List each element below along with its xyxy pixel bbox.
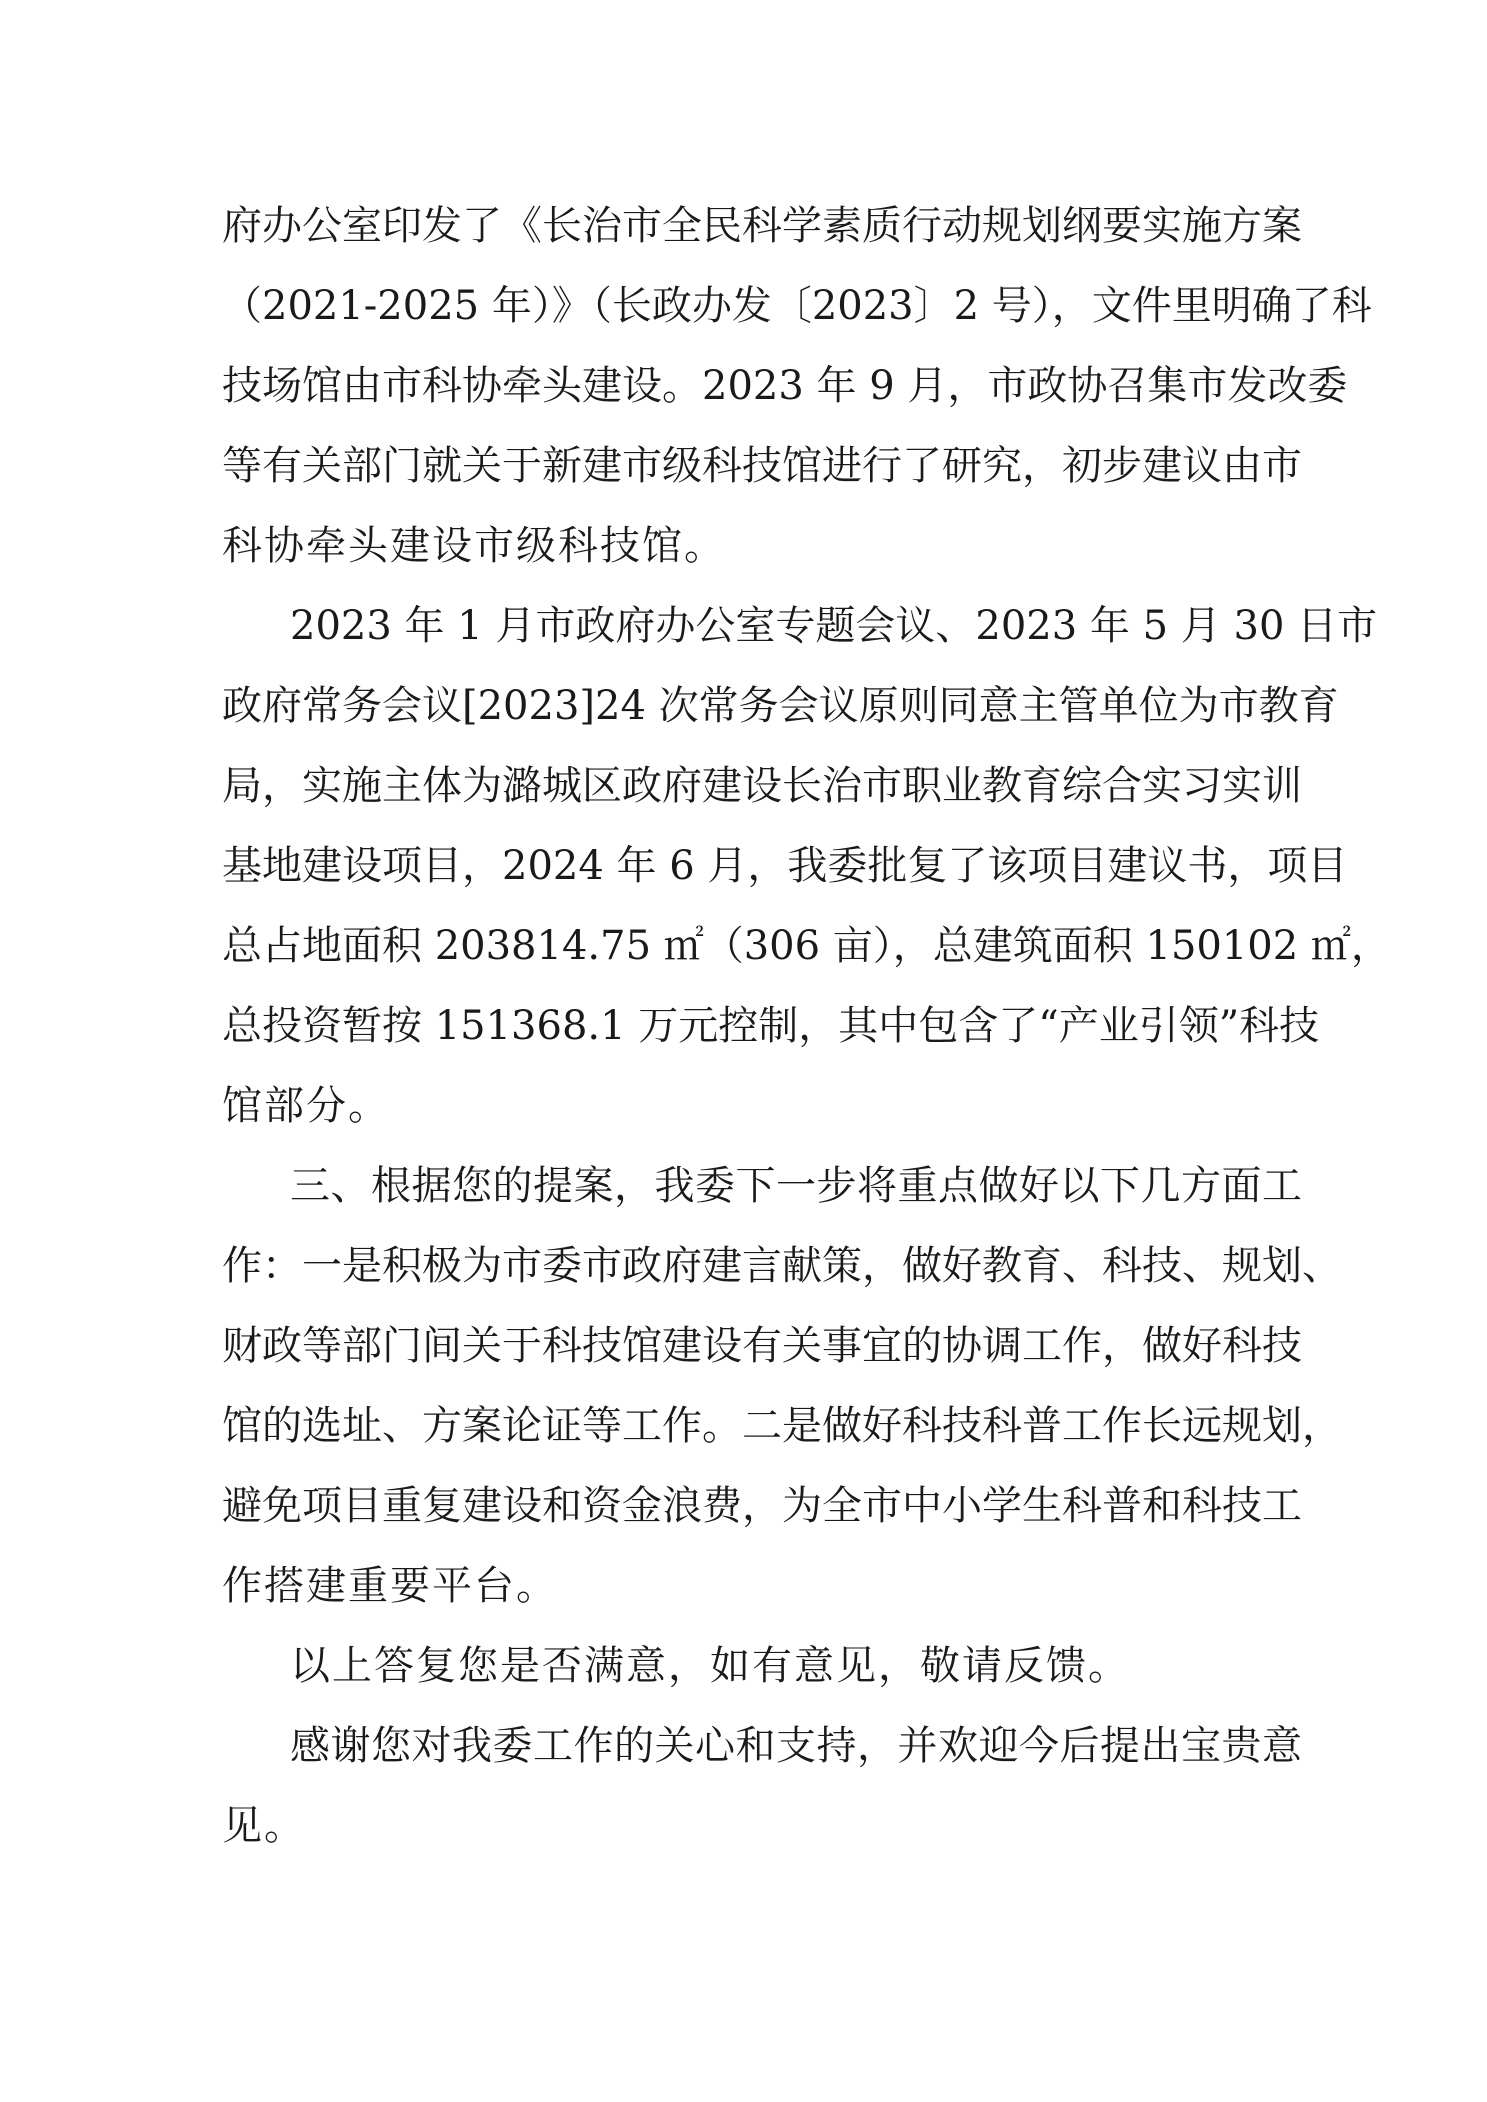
body-text-line: 局，实施主体为潞城区政府建设长治市职业教育综合实习实训 [222,763,1302,809]
body-text-line: 以上答复您是否满意，如有意见，敬请反馈。 [290,1643,1130,1689]
body-text-line: 馆的选址、方案论证等工作。二是做好科技科普工作长远规划， [222,1403,1342,1449]
body-text-line: （2021-2025 年）》（长政办发〔2023〕2 号），文件里明确了科 [222,283,1372,329]
body-text-line: 府办公室印发了《长治市全民科学素质行动规划纲要实施方案 [222,203,1302,249]
body-text-line: 感谢您对我委工作的关心和支持，并欢迎今后提出宝贵意 [290,1723,1302,1769]
body-text-line: 政府常务会议[2023]24 次常务会议原则同意主管单位为市教育 [222,683,1339,729]
body-text-line: 总占地面积 203814.75 ㎡（306 亩），总建筑面积 150102 ㎡， [222,923,1391,969]
body-text-line: 总投资暂按 151368.1 万元控制，其中包含了“产业引领”科技 [222,1003,1320,1049]
body-text-line: 作搭建重要平台。 [222,1563,558,1609]
body-text-line: 见。 [222,1803,306,1849]
body-text-line: 2023 年 1 月市政府办公室专题会议、2023 年 5 月 30 日市 [290,603,1378,649]
body-text-line: 等有关部门就关于新建市级科技馆进行了研究，初步建议由市 [222,443,1302,489]
body-text-line: 财政等部门间关于科技馆建设有关事宜的协调工作，做好科技 [222,1323,1302,1369]
body-text-line: 避免项目重复建设和资金浪费，为全市中小学生科普和科技工 [222,1483,1302,1529]
body-text-line: 作：一是积极为市委市政府建言献策，做好教育、科技、规划、 [222,1243,1342,1289]
body-text-line: 技场馆由市科协牵头建设。2023 年 9 月，市政协召集市发改委 [222,363,1348,409]
body-text-line: 科协牵头建设市级科技馆。 [222,523,726,569]
body-text-line: 三、根据您的提案，我委下一步将重点做好以下几方面工 [290,1163,1302,1209]
body-text-line: 基地建设项目，2024 年 6 月，我委批复了该项目建议书，项目 [222,843,1348,889]
body-text-line: 馆部分。 [222,1083,390,1129]
